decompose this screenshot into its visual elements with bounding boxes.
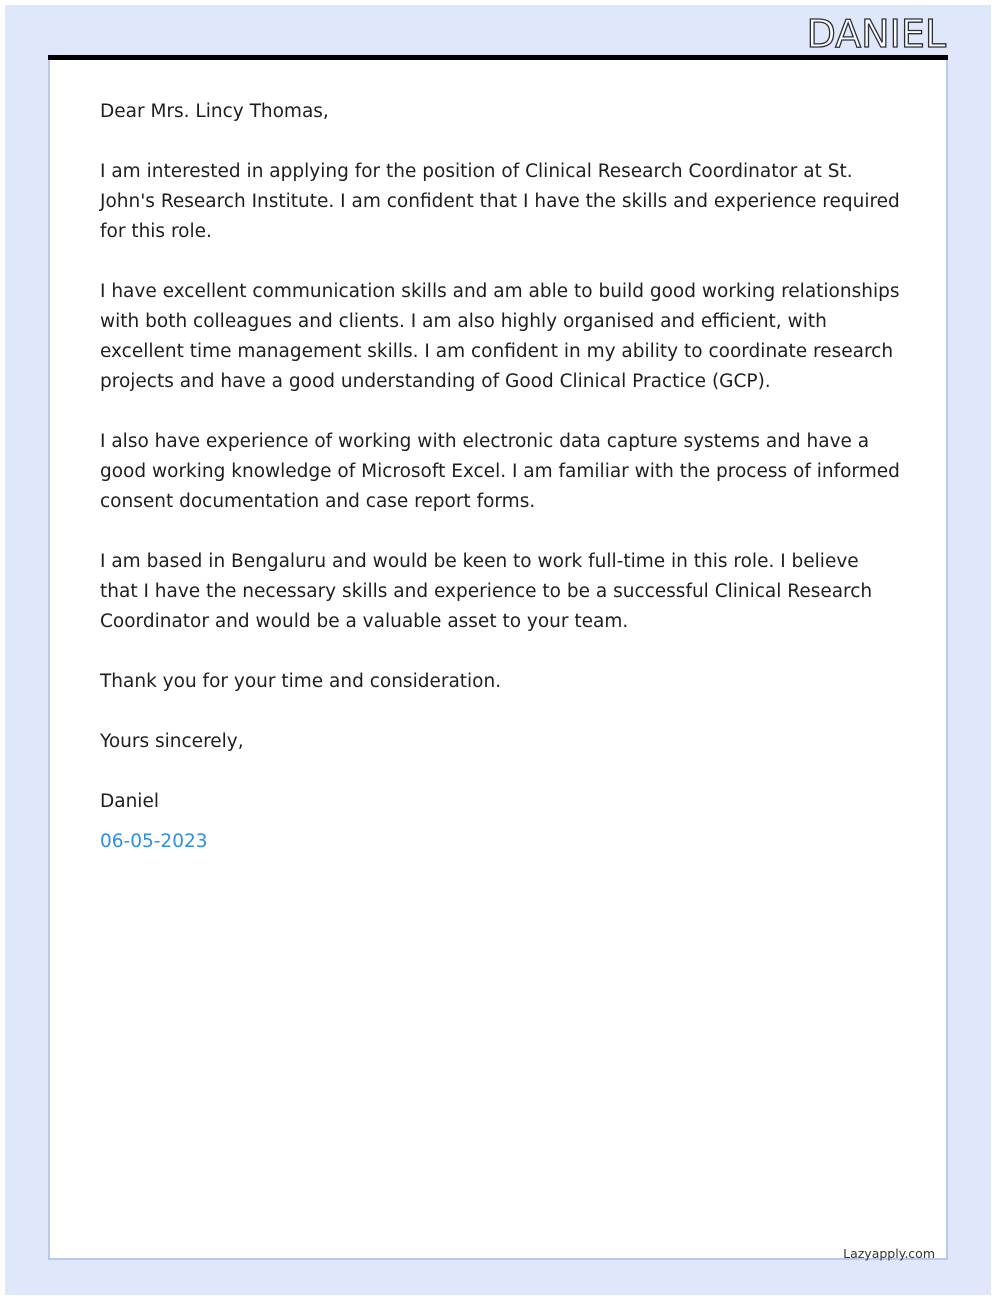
letter-date: 06-05-2023: [100, 831, 208, 852]
paragraph-location: I am based in Bengaluru and would be keen to work full-time in this role. I believe that I have the necessary skills and experience to be a successful Clinical Research Coordinator and would be a valuable asset to your team.: [100, 551, 873, 632]
watermark: Lazyapply.com: [843, 1246, 935, 1261]
paragraph-intro: I am interested in applying for the position of Clinical Research Coordinator at St. John's Research Institute. I am confident that I have the skills and experience required for this role.: [100, 161, 900, 242]
applicant-name-header: DANIEL: [806, 12, 946, 56]
closing: Yours sincerely,: [100, 731, 244, 752]
salutation: Dear Mrs. Lincy Thomas,: [100, 101, 329, 122]
paragraph-experience: I also have experience of working with electronic data capture systems and have a good working knowledge of Microsoft Excel. I am familiar with the process of informed consent documentation and case report forms.: [100, 431, 900, 512]
paragraph-thanks: Thank you for your time and consideration.: [100, 671, 502, 692]
letter-body: [100, 97, 900, 857]
signature: Daniel: [100, 791, 159, 812]
paragraph-skills: I have excellent communication skills and am able to build good working relationships with both colleagues and clients. I am also highly organised and efficient, with excellent time management skills. I am confident in my ability to coordinate research projects and have a good understanding of Good Clinical Practice (GCP).: [100, 281, 900, 392]
